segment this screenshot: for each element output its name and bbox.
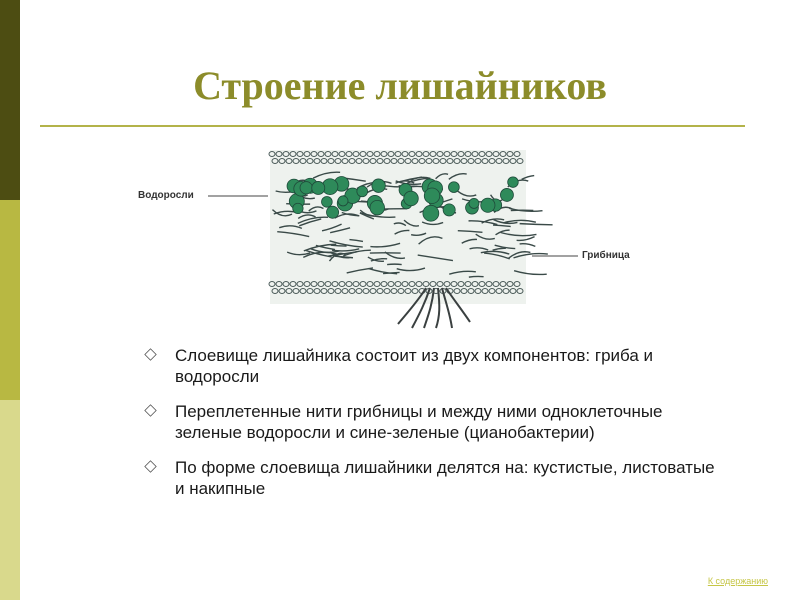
diamond-bullet-icon [144, 348, 156, 360]
lichen-structure-figure [130, 138, 660, 330]
bullet-text: Переплетенные нити грибницы и между ними одноклеточные зеленые водоросли и сине-зеленые (цианобактерии) [175, 402, 663, 442]
sidebar-band-mid [0, 200, 20, 400]
algae-label: Водоросли [138, 190, 194, 201]
list-item [145, 401, 725, 443]
diamond-bullet-icon [144, 404, 156, 416]
list-item [145, 345, 725, 387]
title-divider [40, 125, 745, 127]
sidebar-band-light [0, 400, 20, 600]
bullet-text: По форме слоевища лишайники делятся на: кустистые, листоватые и накипные [175, 458, 715, 498]
bullet-list [145, 345, 725, 513]
fungus-label: Грибница [582, 250, 630, 261]
lichen-illustration [130, 138, 660, 330]
diamond-bullet-icon [144, 460, 156, 472]
slide-title: Строение лишайников [193, 63, 607, 108]
bullet-text: Слоевище лишайника состоит из двух компонентов: гриба и водоросли [175, 346, 654, 386]
list-item [145, 457, 725, 499]
table-of-contents-link[interactable]: К содержанию [707, 576, 768, 586]
